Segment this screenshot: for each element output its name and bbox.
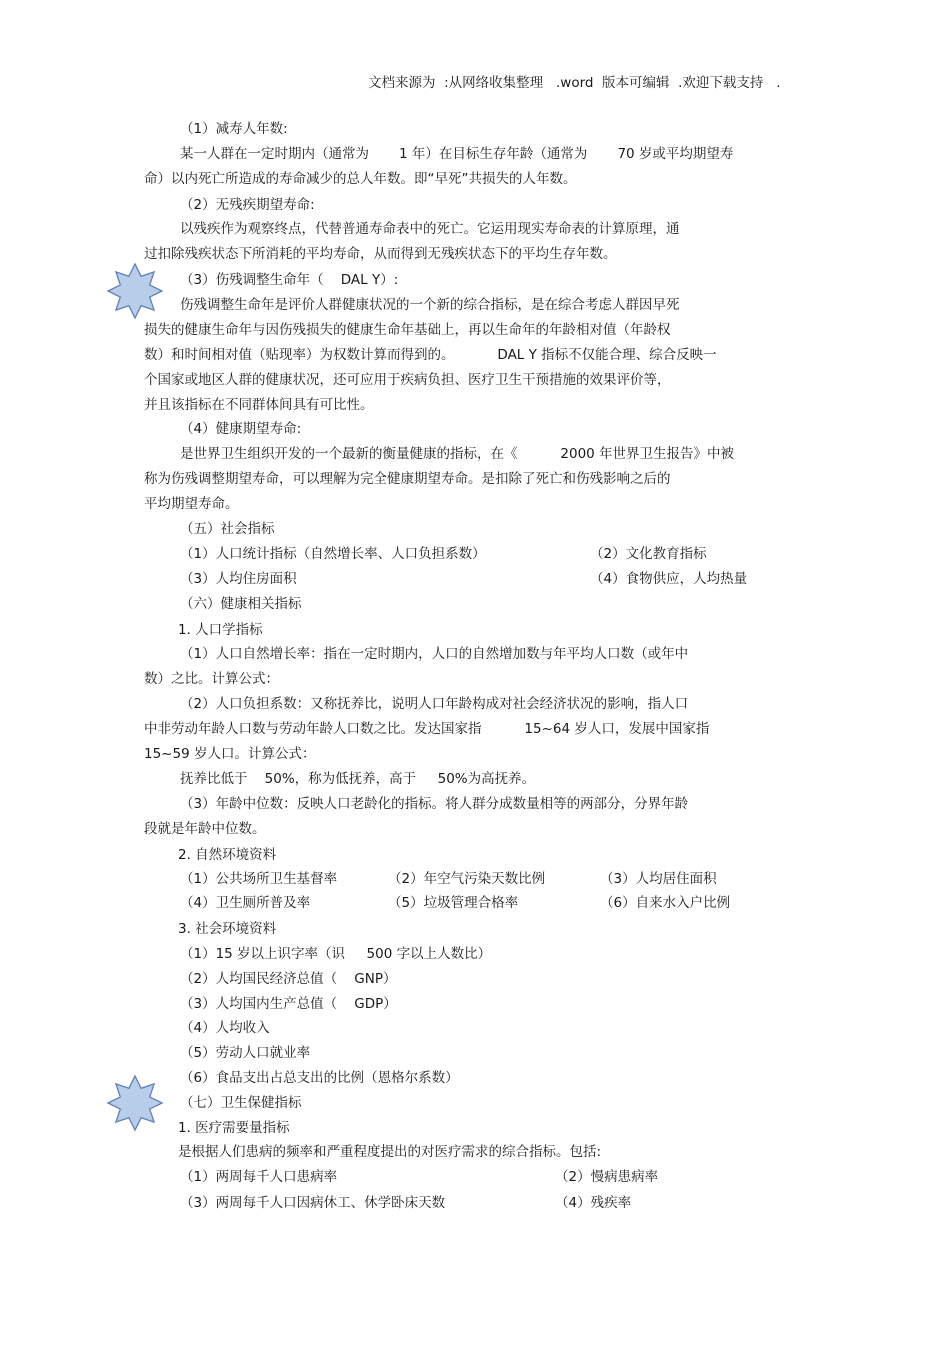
list-item: （4）人均收入	[180, 1020, 270, 1036]
text-line: 是根据人们患病的频率和严重程度提出的对医疗需求的综合指标。包括:	[178, 1144, 602, 1160]
text-line: （3）年龄中位数：反映人口老龄化的指标。将人群分成数量相等的两部分，分界年龄	[180, 796, 689, 812]
list-item: （1）公共场所卫生基督率	[180, 871, 338, 887]
text-line: 15~59 岁人口。计算公式：	[144, 746, 316, 762]
text-line: （3）伤残调整生命年（ DAL Y）:	[180, 272, 399, 288]
list-item: （6）自来水入户比例	[600, 895, 731, 911]
text-line: 并且该指标在不同群体间具有可比性。	[144, 397, 374, 413]
star-icon	[106, 1074, 164, 1132]
list-item: （3）人均国内生产总值（ GDP）	[180, 996, 397, 1012]
text-line: （1）人口自然增长率：指在一定时期内，人口的自然增加数与年平均人口数（或年中	[180, 646, 689, 662]
list-item: （1）15 岁以上识字率（识 500 字以上人数比）	[180, 946, 492, 962]
text-line: （1）减寿人年数:	[180, 121, 288, 137]
list-item: （4）卫生厕所普及率	[180, 895, 311, 911]
star-icon	[106, 262, 164, 320]
text-line: 是世界卫生组织开发的一个最新的衡量健康的指标，在《 2000 年世界卫生报告》中被	[180, 446, 735, 462]
text-line: 平均期望寿命。	[144, 496, 239, 512]
list-item: （3）两周每千人口因病休工、休学卧床天数	[180, 1195, 446, 1211]
list-item: （1）两周每千人口患病率	[180, 1169, 338, 1185]
list-item: （3）人均居住面积	[600, 871, 717, 887]
list-item: （4）残疾率	[555, 1195, 632, 1211]
text-line: 数）和时间相对值（贴现率）为权数计算而得到的。 DAL Y 指标不仅能合理、综合反映一	[144, 347, 717, 363]
text-line: 中非劳动年龄人口数与劳动年龄人口数之比。发达国家指 15~64 岁人口，发展中国家指	[144, 721, 710, 737]
text-line: 抚养比低于 50%，称为低抚养，高于 50%为高抚养。	[180, 771, 536, 787]
text-line: （4）健康期望寿命:	[180, 421, 302, 437]
text-line: 称为伤残调整期望寿命，可以理解为完全健康期望寿命。是扣除了死亡和伤残影响之后的	[144, 471, 671, 487]
subsection-heading: 3. 社会环境资料	[178, 921, 277, 937]
text-line: 某一人群在一定时期内（通常为 1 年）在目标生存年龄（通常为 70 岁或平均期望寿	[180, 146, 734, 162]
subsection-heading: 2. 自然环境资料	[178, 847, 277, 863]
list-item: （2）年空气污染天数比例	[388, 871, 546, 887]
text-line: 以残疾作为观察终点，代替普通寿命表中的死亡。它运用现实寿命表的计算原理，通	[180, 221, 680, 237]
list-item: （5）劳动人口就业率	[180, 1045, 311, 1061]
list-item: （1）人口统计指标（自然增长率、人口负担系数）	[180, 546, 486, 562]
subsection-heading: 1. 人口学指标	[178, 622, 263, 638]
text-line: （2）无残疾期望寿命:	[180, 197, 315, 213]
page-header: 文档来源为 :从网络收集整理 .word 版本可编辑 .欢迎下载支持 .	[368, 75, 781, 91]
section-heading: （五）社会指标	[180, 521, 275, 537]
section-heading: （六）健康相关指标	[180, 596, 302, 612]
list-item: （2）人均国民经济总值（ GNP）	[180, 971, 397, 987]
text-line: 命）以内死亡所造成的寿命减少的总人年数。即“早死”共损失的人年数。	[144, 171, 577, 187]
text-line: 个国家或地区人群的健康状况，还可应用于疾病负担、医疗卫生干预措施的效果评价等，	[144, 372, 671, 388]
list-item: （4）食物供应，人均热量	[590, 571, 748, 587]
text-line: 损失的健康生命年与因伤残损失的健康生命年基础上，再以生命年的年龄相对值（年龄权	[144, 322, 671, 338]
list-item: （2）文化教育指标	[590, 546, 707, 562]
text-line: 过扣除残疾状态下所消耗的平均寿命，从而得到无残疾状态下的平均生存年数。	[144, 246, 617, 262]
text-line: 段就是年龄中位数。	[144, 821, 266, 837]
section-heading: （七）卫生保健指标	[180, 1095, 302, 1111]
text-line: 数）之比。计算公式：	[144, 671, 279, 687]
text-line: （2）人口负担系数：又称抚养比，说明人口年龄构成对社会经济状况的影响，指人口	[180, 696, 689, 712]
subsection-heading: 1. 医疗需要量指标	[178, 1120, 290, 1136]
list-item: （5）垃圾管理合格率	[388, 895, 519, 911]
list-item: （2）慢病患病率	[555, 1169, 659, 1185]
list-item: （6）食品支出占总支出的比例（恩格尔系数）	[180, 1070, 459, 1086]
text-line: 伤残调整生命年是评价人群健康状况的一个新的综合指标，是在综合考虑人群因早死	[180, 297, 680, 313]
list-item: （3）人均住房面积	[180, 571, 297, 587]
